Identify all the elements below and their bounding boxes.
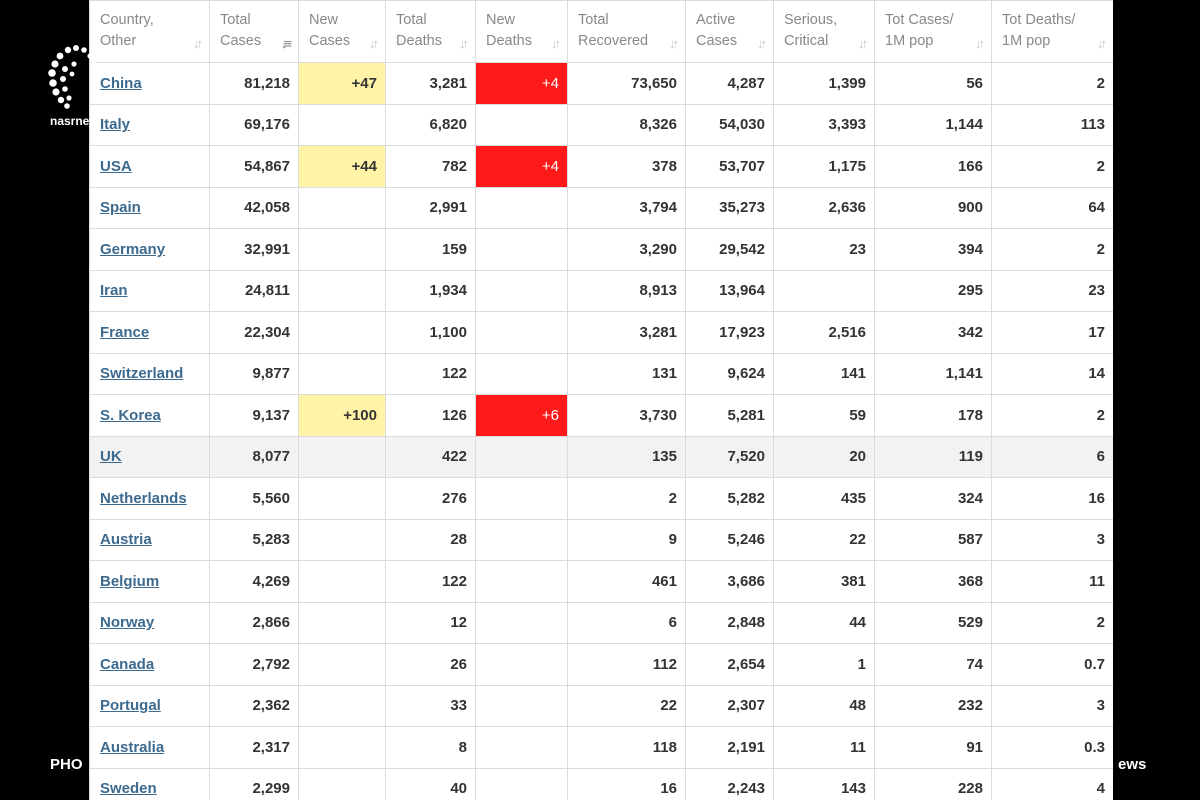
deaths-per-million-cell: 113 [992, 104, 1114, 146]
total-deaths-cell: 122 [386, 353, 476, 395]
active-cases-cell: 29,542 [686, 229, 774, 271]
cases-per-million-cell: 1,141 [875, 353, 992, 395]
new-cases-cell [299, 312, 386, 354]
column-header-label: Critical [784, 33, 829, 49]
cases-per-million-cell: 342 [875, 312, 992, 354]
new-cases-cell [299, 478, 386, 520]
total-cases-cell: 4,269 [210, 561, 299, 603]
cases-per-million-cell: 178 [875, 395, 992, 437]
new-cases-cell [299, 519, 386, 561]
total-cases-cell: 9,137 [210, 395, 299, 437]
new-cases-cell [299, 187, 386, 229]
total-recovered-cell: 131 [568, 353, 686, 395]
serious-critical-cell: 3,393 [774, 104, 875, 146]
total-deaths-cell: 33 [386, 685, 476, 727]
new-deaths-cell [476, 353, 568, 395]
total-cases-cell: 32,991 [210, 229, 299, 271]
cases-per-million-cell: 91 [875, 727, 992, 769]
total-recovered-cell: 3,290 [568, 229, 686, 271]
table-row [90, 602, 1114, 644]
country-cell [90, 63, 210, 105]
deaths-per-million-cell: 2 [992, 63, 1114, 105]
country-link[interactable]: Switzerland [100, 365, 184, 383]
cases-per-million-cell: 394 [875, 229, 992, 271]
serious-critical-cell: 1 [774, 644, 875, 686]
new-cases-cell: +100 [299, 395, 386, 437]
new-deaths-cell [476, 519, 568, 561]
new-cases-cell [299, 727, 386, 769]
sort-icon[interactable]: ↓↑ [757, 36, 764, 51]
country-link[interactable]: Australia [100, 738, 165, 756]
total-deaths-cell: 26 [386, 644, 476, 686]
cases-per-million-cell: 232 [875, 685, 992, 727]
total-cases-cell: 22,304 [210, 312, 299, 354]
country-link[interactable]: Iran [100, 282, 128, 300]
serious-critical-cell: 23 [774, 229, 875, 271]
deaths-per-million-cell: 2 [992, 395, 1114, 437]
total-recovered-cell: 461 [568, 561, 686, 603]
column-header[interactable] [992, 1, 1114, 63]
column-header-label: Active [696, 12, 736, 28]
new-deaths-cell [476, 312, 568, 354]
column-header-label: New [309, 12, 339, 28]
active-cases-cell: 2,307 [686, 685, 774, 727]
watermark-left: PHO [50, 756, 83, 773]
total-deaths-cell: 28 [386, 519, 476, 561]
new-deaths-cell [476, 561, 568, 603]
stats-table-panel [89, 0, 1113, 800]
serious-critical-cell: 48 [774, 685, 875, 727]
country-cell [90, 395, 210, 437]
country-cell [90, 602, 210, 644]
total-cases-cell: 81,218 [210, 63, 299, 105]
deaths-per-million-cell: 6 [992, 436, 1114, 478]
new-cases-cell: +44 [299, 146, 386, 188]
country-link[interactable]: Portugal [100, 697, 161, 715]
serious-critical-cell: 141 [774, 353, 875, 395]
country-cell [90, 104, 210, 146]
column-header-label: Cases [309, 33, 351, 49]
total-recovered-cell: 9 [568, 519, 686, 561]
country-cell [90, 644, 210, 686]
deaths-per-million-cell: 64 [992, 187, 1114, 229]
new-deaths-cell [476, 727, 568, 769]
table-row [90, 229, 1114, 271]
active-cases-cell: 13,964 [686, 270, 774, 312]
sort-icon[interactable]: ↓↑ [975, 36, 982, 51]
country-cell [90, 478, 210, 520]
serious-critical-cell: 22 [774, 519, 875, 561]
new-deaths-cell [476, 768, 568, 800]
column-header-label: New [486, 12, 516, 28]
total-recovered-cell: 16 [568, 768, 686, 800]
cases-per-million-cell: 228 [875, 768, 992, 800]
new-deaths-cell [476, 229, 568, 271]
table-header-row [90, 1, 1114, 63]
country-cell [90, 685, 210, 727]
new-deaths-cell [476, 436, 568, 478]
deaths-per-million-cell: 23 [992, 270, 1114, 312]
total-deaths-cell: 159 [386, 229, 476, 271]
table-row [90, 187, 1114, 229]
new-cases-cell [299, 104, 386, 146]
total-cases-cell: 9,877 [210, 353, 299, 395]
total-recovered-cell: 3,794 [568, 187, 686, 229]
total-deaths-cell: 40 [386, 768, 476, 800]
total-cases-cell: 5,283 [210, 519, 299, 561]
cases-per-million-cell: 587 [875, 519, 992, 561]
serious-critical-cell: 2,636 [774, 187, 875, 229]
new-deaths-cell: +6 [476, 395, 568, 437]
total-cases-cell: 42,058 [210, 187, 299, 229]
column-header-label: Deaths [486, 33, 532, 49]
total-cases-cell: 69,176 [210, 104, 299, 146]
country-link[interactable]: Canada [100, 655, 155, 673]
new-cases-cell [299, 768, 386, 800]
column-header[interactable] [299, 1, 386, 63]
table-row [90, 353, 1114, 395]
serious-critical-cell: 11 [774, 727, 875, 769]
country-link[interactable]: Germany [100, 240, 166, 258]
total-recovered-cell: 378 [568, 146, 686, 188]
table-row [90, 146, 1114, 188]
column-header-label: Deaths [396, 33, 442, 49]
watermark-right: ews [1118, 756, 1147, 773]
total-deaths-cell: 3,281 [386, 63, 476, 105]
active-cases-cell: 7,520 [686, 436, 774, 478]
column-header[interactable] [476, 1, 568, 63]
column-header[interactable] [875, 1, 992, 63]
total-deaths-cell: 276 [386, 478, 476, 520]
serious-critical-cell: 59 [774, 395, 875, 437]
deaths-per-million-cell: 14 [992, 353, 1114, 395]
total-recovered-cell: 8,326 [568, 104, 686, 146]
cases-per-million-cell: 56 [875, 63, 992, 105]
country-cell [90, 312, 210, 354]
sort-icon[interactable]: ↓↑ [459, 36, 466, 51]
sort-icon[interactable]: ↓↑ [1097, 36, 1104, 51]
new-deaths-cell [476, 104, 568, 146]
total-recovered-cell: 22 [568, 685, 686, 727]
deaths-per-million-cell: 17 [992, 312, 1114, 354]
sort-icon[interactable]: ↓↑ [193, 36, 200, 51]
total-cases-cell: 5,560 [210, 478, 299, 520]
serious-critical-cell: 44 [774, 602, 875, 644]
active-cases-cell: 3,686 [686, 561, 774, 603]
total-recovered-cell: 3,281 [568, 312, 686, 354]
table-row [90, 436, 1114, 478]
country-link[interactable]: Belgium [100, 572, 160, 590]
cases-per-million-cell: 1,144 [875, 104, 992, 146]
table-row [90, 519, 1114, 561]
serious-critical-cell: 143 [774, 768, 875, 800]
cases-per-million-cell: 74 [875, 644, 992, 686]
column-header[interactable] [386, 1, 476, 63]
cases-per-million-cell: 119 [875, 436, 992, 478]
total-cases-cell: 24,811 [210, 270, 299, 312]
new-cases-cell [299, 353, 386, 395]
sort-desc-icon[interactable]: ↓≡ [280, 36, 289, 51]
deaths-per-million-cell: 0.3 [992, 727, 1114, 769]
total-recovered-cell: 8,913 [568, 270, 686, 312]
total-recovered-cell: 118 [568, 727, 686, 769]
total-recovered-cell: 73,650 [568, 63, 686, 105]
country-cell [90, 436, 210, 478]
table-row [90, 270, 1114, 312]
total-recovered-cell: 2 [568, 478, 686, 520]
total-deaths-cell: 422 [386, 436, 476, 478]
column-header[interactable] [90, 1, 210, 63]
total-cases-cell: 2,299 [210, 768, 299, 800]
country-link[interactable]: Norway [100, 614, 155, 632]
new-cases-cell [299, 685, 386, 727]
deaths-per-million-cell: 4 [992, 768, 1114, 800]
country-link[interactable]: Sweden [100, 780, 157, 798]
total-deaths-cell: 6,820 [386, 104, 476, 146]
serious-critical-cell: 381 [774, 561, 875, 603]
column-header-label: Tot Cases/ [885, 12, 954, 28]
country-cell [90, 353, 210, 395]
column-header-label: Total [396, 12, 427, 28]
column-header-label: 1M pop [1002, 33, 1051, 49]
column-header-label: Cases [696, 33, 738, 49]
table-row [90, 395, 1114, 437]
total-recovered-cell: 112 [568, 644, 686, 686]
column-header[interactable] [210, 1, 299, 63]
total-recovered-cell: 6 [568, 602, 686, 644]
total-deaths-cell: 1,100 [386, 312, 476, 354]
table-row [90, 727, 1114, 769]
total-deaths-cell: 8 [386, 727, 476, 769]
country-cell [90, 727, 210, 769]
active-cases-cell: 2,243 [686, 768, 774, 800]
active-cases-cell: 2,848 [686, 602, 774, 644]
serious-critical-cell: 20 [774, 436, 875, 478]
sort-icon[interactable]: ↓↑ [669, 36, 676, 51]
sort-icon[interactable]: ↓↑ [858, 36, 865, 51]
deaths-per-million-cell: 3 [992, 519, 1114, 561]
total-cases-cell: 2,792 [210, 644, 299, 686]
deaths-per-million-cell: 2 [992, 602, 1114, 644]
active-cases-cell: 17,923 [686, 312, 774, 354]
country-link[interactable]: Spain [100, 199, 141, 217]
column-header-label: 1M pop [885, 33, 934, 49]
country-cell [90, 146, 210, 188]
country-link[interactable]: UK [100, 448, 122, 466]
new-cases-cell [299, 436, 386, 478]
country-link[interactable]: China [100, 74, 142, 92]
active-cases-cell: 5,282 [686, 478, 774, 520]
total-cases-cell: 2,362 [210, 685, 299, 727]
table-row [90, 312, 1114, 354]
active-cases-cell: 5,246 [686, 519, 774, 561]
new-deaths-cell: +4 [476, 63, 568, 105]
table-row [90, 478, 1114, 520]
country-link[interactable]: USA [100, 157, 132, 175]
sort-icon[interactable]: ↓↑ [369, 36, 376, 51]
new-cases-cell [299, 270, 386, 312]
coronavirus-stats-table [89, 0, 1113, 800]
table-row [90, 561, 1114, 603]
total-cases-cell: 8,077 [210, 436, 299, 478]
cases-per-million-cell: 295 [875, 270, 992, 312]
total-cases-cell: 54,867 [210, 146, 299, 188]
new-cases-cell [299, 644, 386, 686]
serious-critical-cell: 435 [774, 478, 875, 520]
active-cases-cell: 35,273 [686, 187, 774, 229]
total-deaths-cell: 1,934 [386, 270, 476, 312]
column-header-label: Cases [220, 33, 262, 49]
total-recovered-cell: 3,730 [568, 395, 686, 437]
new-cases-cell [299, 561, 386, 603]
serious-critical-cell [774, 270, 875, 312]
column-header-label: Other [100, 33, 137, 49]
active-cases-cell: 4,287 [686, 63, 774, 105]
column-header-label: Recovered [578, 33, 649, 49]
country-link[interactable]: S. Korea [100, 406, 161, 424]
deaths-per-million-cell: 11 [992, 561, 1114, 603]
cases-per-million-cell: 324 [875, 478, 992, 520]
country-cell [90, 561, 210, 603]
total-deaths-cell: 12 [386, 602, 476, 644]
deaths-per-million-cell: 2 [992, 229, 1114, 271]
column-header-label: Country, [100, 12, 154, 28]
active-cases-cell: 53,707 [686, 146, 774, 188]
country-link[interactable]: France [100, 323, 150, 341]
cases-per-million-cell: 368 [875, 561, 992, 603]
new-deaths-cell [476, 187, 568, 229]
cases-per-million-cell: 166 [875, 146, 992, 188]
country-link[interactable]: Netherlands [100, 489, 187, 507]
table-row [90, 63, 1114, 105]
new-cases-cell: +47 [299, 63, 386, 105]
column-header[interactable] [774, 1, 875, 63]
country-cell [90, 519, 210, 561]
country-cell [90, 768, 210, 800]
new-deaths-cell [476, 270, 568, 312]
new-deaths-cell: +4 [476, 146, 568, 188]
deaths-per-million-cell: 0.7 [992, 644, 1114, 686]
serious-critical-cell: 1,175 [774, 146, 875, 188]
logo-text: nasrne [50, 114, 90, 128]
serious-critical-cell: 2,516 [774, 312, 875, 354]
country-link[interactable]: Austria [100, 531, 152, 549]
cases-per-million-cell: 529 [875, 602, 992, 644]
column-header[interactable] [568, 1, 686, 63]
deaths-per-million-cell: 16 [992, 478, 1114, 520]
total-deaths-cell: 126 [386, 395, 476, 437]
active-cases-cell: 2,654 [686, 644, 774, 686]
column-header[interactable] [686, 1, 774, 63]
total-deaths-cell: 122 [386, 561, 476, 603]
country-link[interactable]: Italy [100, 116, 131, 134]
cases-per-million-cell: 900 [875, 187, 992, 229]
deaths-per-million-cell: 3 [992, 685, 1114, 727]
active-cases-cell: 9,624 [686, 353, 774, 395]
column-header-label: Total [578, 12, 609, 28]
new-cases-cell [299, 602, 386, 644]
new-deaths-cell [476, 478, 568, 520]
serious-critical-cell: 1,399 [774, 63, 875, 105]
active-cases-cell: 2,191 [686, 727, 774, 769]
total-deaths-cell: 782 [386, 146, 476, 188]
column-header-label: Tot Deaths/ [1002, 12, 1076, 28]
new-deaths-cell [476, 602, 568, 644]
table-row [90, 768, 1114, 800]
column-header-label: Total [220, 12, 251, 28]
new-deaths-cell [476, 644, 568, 686]
column-header-label: Serious, [784, 12, 838, 28]
table-row [90, 644, 1114, 686]
table-row [90, 104, 1114, 146]
country-cell [90, 270, 210, 312]
new-cases-cell [299, 229, 386, 271]
total-cases-cell: 2,866 [210, 602, 299, 644]
country-cell [90, 229, 210, 271]
table-row [90, 685, 1114, 727]
total-cases-cell: 2,317 [210, 727, 299, 769]
new-deaths-cell [476, 685, 568, 727]
active-cases-cell: 54,030 [686, 104, 774, 146]
total-deaths-cell: 2,991 [386, 187, 476, 229]
active-cases-cell: 5,281 [686, 395, 774, 437]
sort-icon[interactable]: ↓↑ [551, 36, 558, 51]
country-cell [90, 187, 210, 229]
deaths-per-million-cell: 2 [992, 146, 1114, 188]
total-recovered-cell: 135 [568, 436, 686, 478]
